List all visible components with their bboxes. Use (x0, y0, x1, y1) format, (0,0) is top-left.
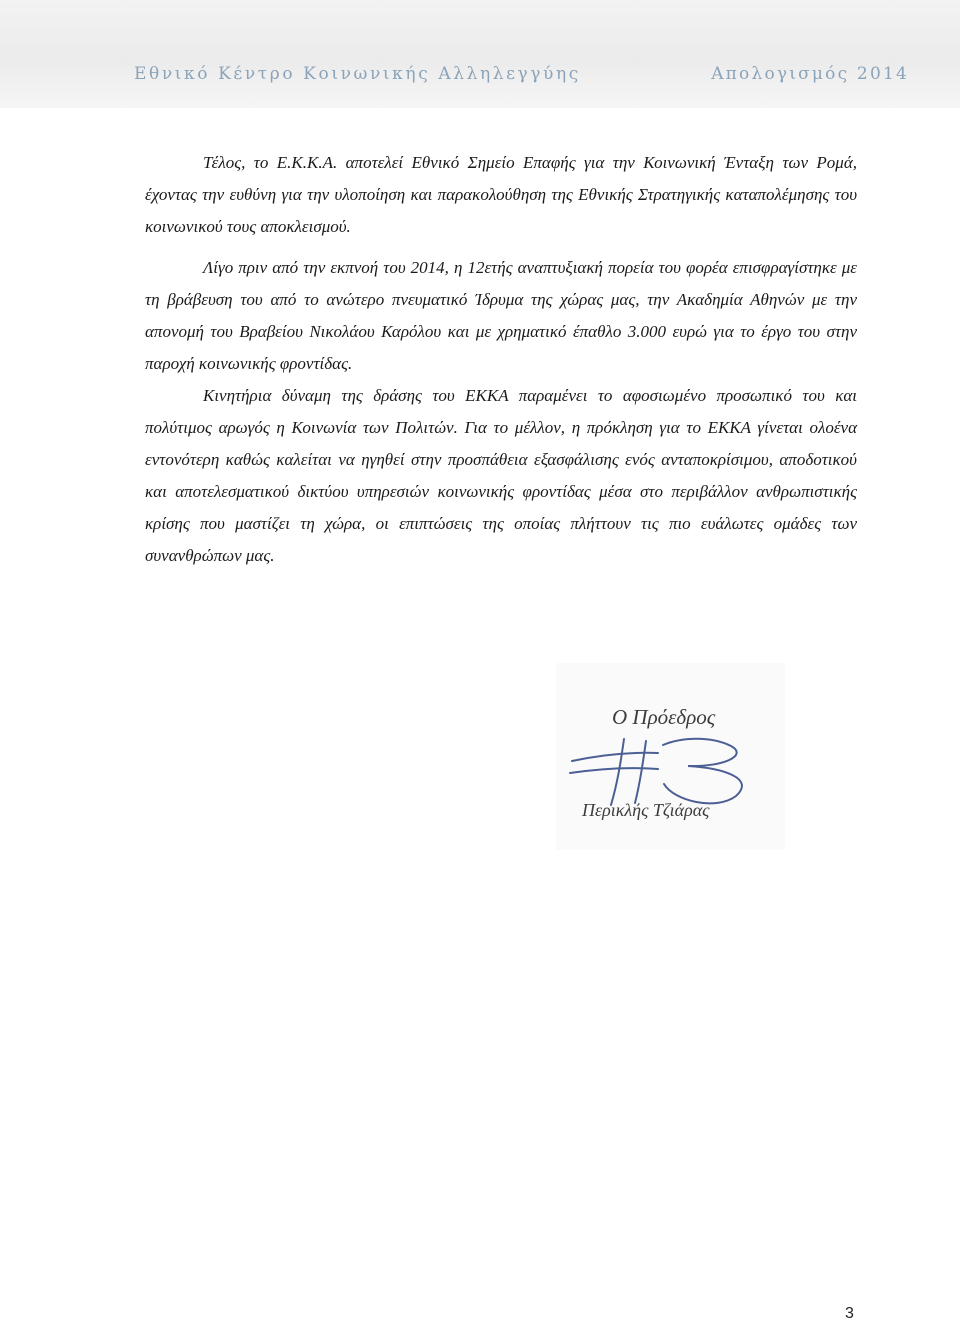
paragraph-roma-inclusion: Τέλος, το Ε.Κ.Κ.Α. αποτελεί Εθνικό Σημείο Επαφής για την Κοινωνική Ένταξη των Ρομά, έχοντας την ευθύνη για την υλοποίηση και παρακολούθηση της Εθνικής Στρατηγικής καταπολέμησης του κοινωνικού τους αποκλεισμού. (145, 153, 857, 236)
page-number: 3 (845, 1305, 854, 1322)
document-body (145, 147, 857, 572)
paragraph-academy-award: Λίγο πριν από την εκπνοή του 2014, η 12ετής αναπτυξιακή πορεία του φορέα επισφραγίστηκε με τη βράβευση του από το ανώτερο πνευματικό Ίδρυμα της χώρας μας, την Ακαδημία Αθηνών με την απονομή του Βραβείου Νικολάου Καρόλου και με χρηματικό έπαθλο 3.000 ευρώ για το έργο του στην παροχή κοινωνικής φροντίδας. (145, 258, 857, 373)
signature-name: Περικλής Τζιάρας (582, 800, 710, 820)
handwritten-signature (560, 735, 770, 810)
header-organization-title: Εθνικό Κέντρο Κοινωνικής Αλληλεγγύης (134, 64, 581, 84)
header-report-title: Απολογισμός 2014 (711, 64, 909, 84)
page-header (0, 0, 960, 108)
signature-title: Ο Πρόεδρος (612, 705, 716, 729)
paragraph-future-challenge: Κινητήρια δύναμη της δράσης του ΕΚΚΑ παραμένει το αφοσιωμένο προσωπικό του και πολύτιμος αρωγός η Κοινωνία των Πολιτών. Για το μέλλον, η πρόκληση για το ΕΚΚΑ γίνεται ολοένα εντονότερη καθώς καλείται να ηγηθεί στην προσπάθεια εξασφάλισης ενός ανταποκρίσιμου, αποδοτικού και αποτελεσματικού δικτύου υπηρεσιών κοινωνικής φροντίδας μέσα στο περιβάλλον ανθρωπιστικής κρίσης που μαστίζει τη χώρα, οι επιπτώσεις της οποίας πλήττουν τις πιο ευάλωτες ομάδες των συνανθρώπων μας. (145, 386, 857, 565)
